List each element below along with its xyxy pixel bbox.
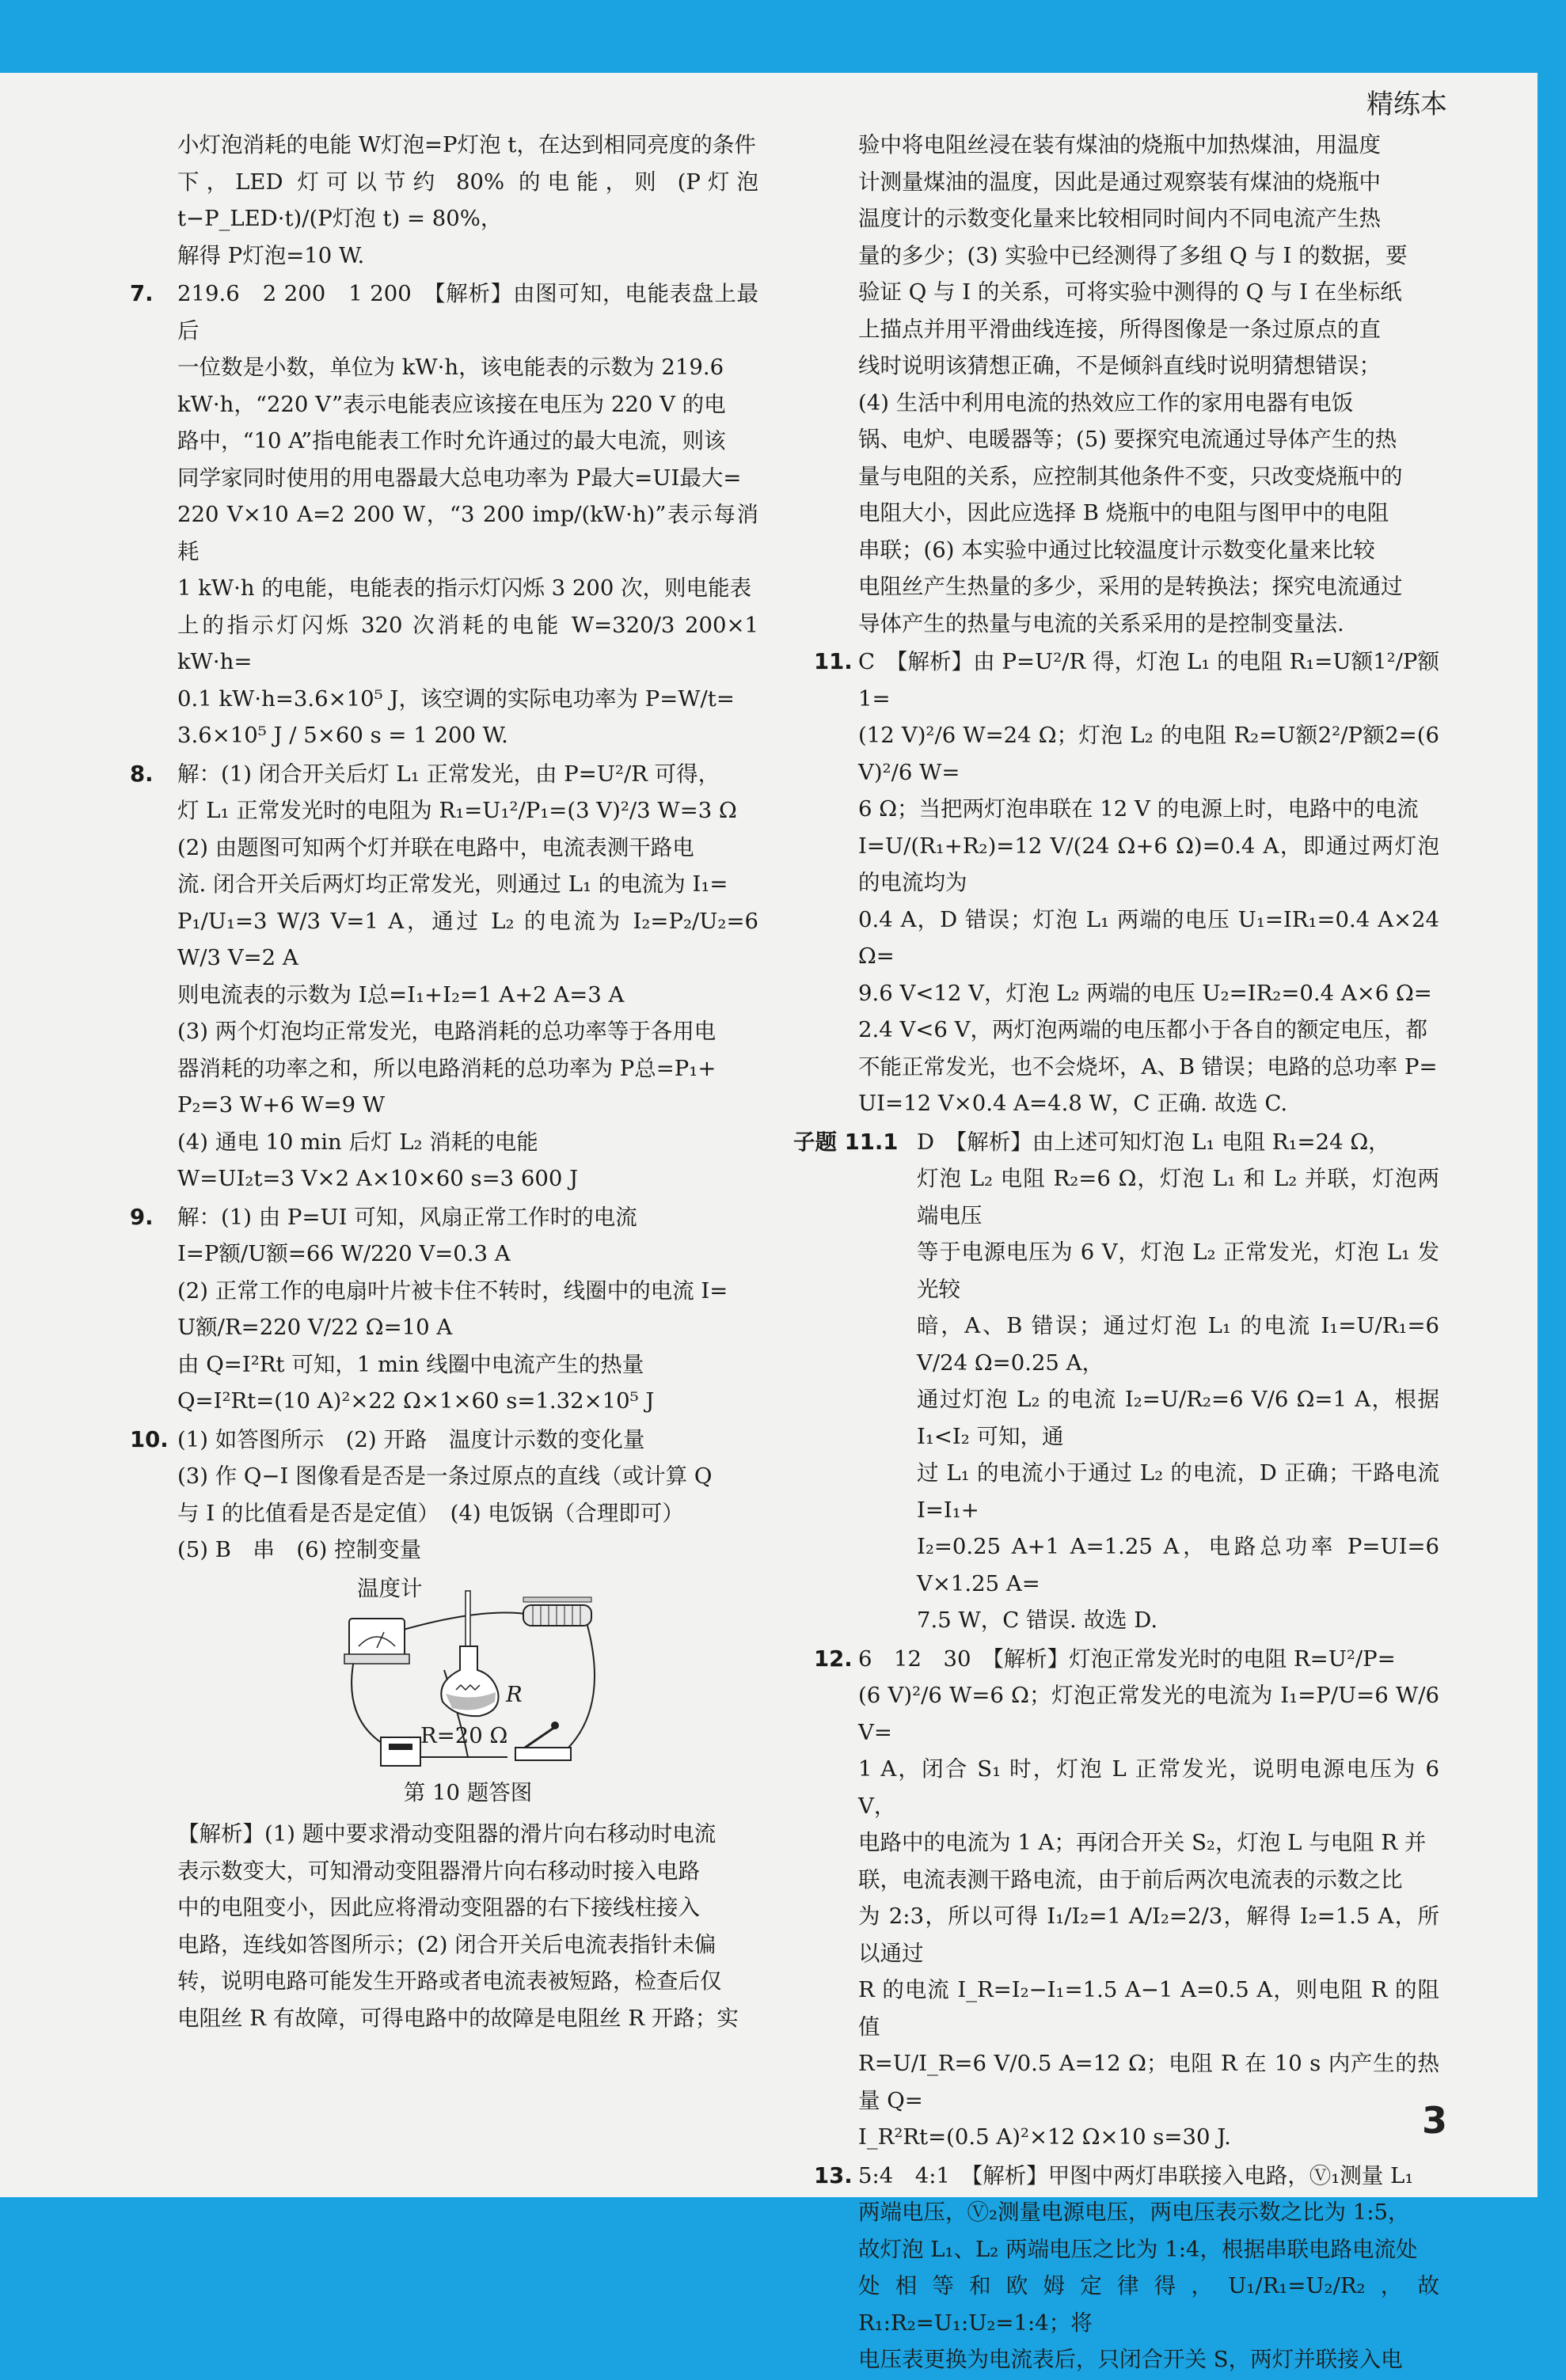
line: 下，LED 灯可以节约 80% 的电能，则 (P灯泡 t−P_LED·t)/(P灯泡 t) = 80%， (177, 169, 758, 231)
line: P₁/U₁=3 W/3 V=1 A，通过 L₂ 的电流为 I₂=P₂/U₂=6 W/3 V=2 A (177, 908, 758, 970)
line: I=U/(R₁+R₂)=12 V/(24 Ω+6 Ω)=0.4 A，即通过两灯泡的电流均为 (858, 833, 1439, 895)
line: 电阻丝产生热量的多少，采用的是转换法；探究电流通过 (858, 574, 1403, 599)
line: 219.6 2 200 1 200 【解析】由图可知，电能表盘上最后 (177, 281, 758, 344)
line: 电压表更换为电流表后，只闭合开关 S，两灯并联接入电 (858, 2347, 1403, 2372)
line: I_R²Rt=(0.5 A)²×12 Ω×10 s=30 J. (858, 2124, 1231, 2150)
switch-icon (515, 1721, 571, 1760)
line: kW·h，“220 V”表示电能表应该接在电压为 220 V 的电 (177, 391, 726, 417)
line: 1 kW·h 的电能，电能表的指示灯闪烁 3 200 次，则电能表 (177, 575, 752, 601)
line: 线时说明该猜想正确，不是倾斜直线时说明猜想错误； (858, 353, 1381, 378)
line: 中的电阻变小，因此应将滑动变阻器的右下接线柱接入 (177, 1895, 700, 1920)
line: 导体产生的热量与电流的关系采用的是控制变量法. (858, 610, 1344, 636)
line: R=U/I_R=6 V/0.5 A=12 Ω；电阻 R 在 10 s 内产生的热量 Q= (858, 2051, 1439, 2113)
line: 电阻丝 R 有故障，可得电路中的故障是电阻丝 R 开路；实 (177, 2005, 739, 2031)
question-number: 9. (130, 1204, 154, 1230)
line: 等于电源电压为 6 V，灯泡 L₂ 正常发光，灯泡 L₁ 发光较 (917, 1239, 1439, 1302)
line: 0.4 A，D 错误；灯泡 L₁ 两端的电压 U₁=IR₁=0.4 A×24 Ω= (858, 906, 1439, 969)
question-9 (130, 1199, 758, 1420)
line: I₂=0.25 A+1 A=1.25 A，电路总功率 P=UI=6 V×1.25 A= (917, 1534, 1439, 1596)
line: D 【解析】由上述可知灯泡 L₁ 电阻 R₁=24 Ω， (917, 1129, 1390, 1155)
line: 解得 P灯泡=10 W. (177, 242, 365, 268)
line: 解：(1) 闭合开关后灯 L₁ 正常发光，由 P=U²/R 可得， (177, 761, 720, 787)
line: UI=12 V×0.4 A=4.8 W，C 正确. 故选 C. (858, 1091, 1288, 1116)
question-number: 10. (130, 1426, 169, 1452)
line: 计测量煤油的温度，因此是通过观察装有煤油的烧瓶中 (858, 169, 1381, 195)
line: 3.6×10⁵ J / 5×60 s = 1 200 W. (177, 723, 508, 748)
page-number: 3 (1421, 2099, 1447, 2142)
line: 6 12 30 【解析】灯泡正常发光时的电阻 R=U²/P= (858, 1646, 1396, 1672)
question-13 (814, 2158, 1439, 2378)
line: 为 2:3，所以可得 I₁/I₂=1 A/I₂=2/3，解得 I₂=1.5 A，所以通过 (858, 1904, 1439, 1966)
line: 上描点并用平滑曲线连接，所得图像是一条过原点的直 (858, 316, 1381, 342)
line: 灯泡 L₂ 电阻 R₂=6 Ω，灯泡 L₁ 和 L₂ 并联，灯泡两端电压 (917, 1166, 1439, 1228)
line: 由 Q=I²Rt 可知，1 min 线圈中电流产生的热量 (177, 1351, 644, 1377)
line: 暗，A、B 错误；通过灯泡 L₁ 的电流 I₁=U/R₁=6 V/24 Ω=0.25 A， (917, 1313, 1439, 1376)
line: 0.1 kW·h=3.6×10⁵ J，该空调的实际电功率为 P=W/t= (177, 685, 735, 712)
circuit-figure (325, 1575, 610, 1773)
question-7 (130, 275, 758, 754)
battery-icon (381, 1737, 420, 1766)
line: 不能正常发光，也不会烧坏，A、B 错误；电路的总功率 P= (858, 1053, 1438, 1080)
line: Q=I²Rt=(10 A)²×22 Ω×1×60 s=1.32×10⁵ J (177, 1388, 655, 1414)
line: 7.5 W，C 错误. 故选 D. (917, 1608, 1158, 1633)
label-resistor: R (506, 1681, 523, 1707)
line: 故灯泡 L₁、L₂ 两端电压之比为 1:4，根据串联电路电流处 (858, 2236, 1418, 2262)
line: 同学家同时使用的用电器最大总电功率为 P最大=UI最大= (177, 465, 742, 491)
line: 处相等和欧姆定律得，U₁/R₁=U₂/R₂，故 R₁:R₂=U₁:U₂=1:4；将 (858, 2273, 1439, 2336)
question-8 (130, 756, 758, 1198)
line: 验证 Q 与 I 的关系，可将实验中测得的 Q 与 I 在坐标纸 (858, 279, 1402, 305)
question-12 (814, 1641, 1439, 2156)
line: 220 V×10 A=2 200 W，“3 200 imp/(kW·h)”表示每消耗 (177, 502, 758, 564)
right-column (793, 127, 1439, 2380)
line: 两端电压，Ⓥ₂测量电源电压，两电压表示数之比为 1:5， (858, 2200, 1410, 2225)
line: 9.6 V<12 V，灯泡 L₂ 两端的电压 U₂=IR₂=0.4 A×6 Ω= (858, 980, 1432, 1006)
line: 与 I 的比值看是否是定值） (4) 电饭锅（合理即可） (177, 1500, 684, 1526)
line: 转，说明电路可能发生开路或者电流表被短路，检查后仅 (177, 1968, 722, 1994)
line: 表示数变大，可知滑动变阻器滑片向右移动时接入电路 (177, 1858, 700, 1884)
question-number: 12. (814, 1646, 853, 1672)
line: W=UI₂t=3 V×2 A×10×60 s=3 600 J (177, 1166, 579, 1191)
question-number: 子题 11.1 (793, 1129, 899, 1155)
line: 【解析】(1) 题中要求滑动变阻器的滑片向右移动时电流 (177, 1821, 716, 1847)
line: (3) 作 Q−I 图像看是否是一条过原点的直线（或计算 Q (177, 1463, 713, 1489)
line: (4) 生活中利用电流的热效应工作的家用电器有电饭 (858, 389, 1354, 416)
line: 电路，连线如答图所示；(2) 闭合开关后电流表指针未偏 (177, 1931, 716, 1957)
line: 解：(1) 由 P=UI 可知，风扇正常工作时的电流 (177, 1204, 637, 1230)
line: 则电流表的示数为 I总=I₁+I₂=1 A+2 A=3 A (177, 981, 625, 1008)
question-11 (814, 643, 1439, 1122)
line: 器消耗的功率之和，所以电路消耗的总功率为 P总=P₁+ (177, 1055, 716, 1081)
ammeter-icon (344, 1619, 409, 1664)
question-number: 7. (130, 281, 154, 306)
line: (1) 如答图所示 (2) 开路 温度计示数的变化量 (177, 1426, 645, 1452)
line: C 【解析】由 P=U²/R 得，灯泡 L₁ 的电阻 R₁=U额1²/P额1= (858, 649, 1439, 712)
line: (5) B 串 (6) 控制变量 (177, 1537, 422, 1562)
left-column (130, 127, 758, 2038)
line: 灯 L₁ 正常发光时的电阻为 R₁=U₁²/P₁=(3 V)²/3 W=3 Ω (177, 798, 737, 823)
label-thermometer: 温度计 (357, 1575, 423, 1601)
line: I=P额/U额=66 W/220 V=0.3 A (177, 1241, 511, 1266)
line: 5:4 4:1 【解析】甲图中两灯串联接入电路，Ⓥ₁测量 L₁ (858, 2162, 1414, 2188)
question-number: 11. (814, 649, 853, 674)
line: 量的多少；(3) 实验中已经测得了多组 Q 与 I 的数据，要 (858, 242, 1408, 268)
line: (3) 两个灯泡均正常发光，电路消耗的总功率等于各用电 (177, 1019, 716, 1044)
line: 联，电流表测干路电流，由于前后两次电流表的示数之比 (858, 1866, 1403, 1892)
question-number: 8. (130, 761, 154, 787)
line: (2) 正常工作的电扇叶片被卡住不转时，线圈中的电流 I= (177, 1277, 728, 1304)
q10-continuation (822, 127, 1439, 642)
line: 过 L₁ 的电流小于通过 L₂ 的电流，D 正确；干路电流 I=I₁+ (917, 1460, 1439, 1523)
line: 量与电阻的关系，应控制其他条件不变，只改变烧瓶中的 (858, 463, 1403, 489)
line: (2) 由题图可知两个灯并联在电路中，电流表测干路电 (177, 834, 694, 860)
line: 流. 闭合开关后两灯均正常发光，则通过 L₁ 的电流为 I₁= (177, 871, 728, 897)
q6-continuation (141, 127, 758, 274)
header-tag: 精练本 (1366, 89, 1447, 120)
line: 6 Ω；当把两灯泡串联在 12 V 的电源上时，电路中的电流 (858, 796, 1419, 822)
line: 锅、电炉、电暖器等；(5) 要探究电流通过导体产生的热 (858, 427, 1397, 452)
line: 一位数是小数，单位为 kW·h，该电能表的示数为 219.6 (177, 355, 724, 380)
label-resistor-value: R=20 Ω (420, 1722, 508, 1748)
line: P₂=3 W+6 W=9 W (177, 1092, 386, 1118)
line: 电阻大小，因此应选择 B 烧瓶中的电阻与图甲中的电阻 (858, 500, 1389, 526)
line: 1 A，闭合 S₁ 时，灯泡 L 正常发光，说明电源电压为 6 V， (858, 1756, 1439, 1819)
line: (12 V)²/6 W=24 Ω；灯泡 L₂ 的电阻 R₂=U额2²/P额2=(6 V)²/6 W= (858, 723, 1439, 785)
line: 小灯泡消耗的电能 W灯泡=P灯泡 t，在达到相同亮度的条件 (177, 132, 756, 158)
line: 电路中的电流为 1 A；再闭合开关 S₂，灯泡 L 与电阻 R 并 (858, 1830, 1427, 1855)
question-number: 13. (814, 2162, 853, 2188)
line: 路中，“10 A”指电能表工作时允许通过的最大电流，则该 (177, 428, 726, 454)
flask-icon (441, 1591, 498, 1716)
line: 温度计的示数变化量来比较相同时间内不同电流产生热 (858, 206, 1381, 231)
line: 2.4 V<6 V，两灯泡两端的电压都小于各自的额定电压，都 (858, 1017, 1427, 1042)
line: 验中将电阻丝浸在装有煤油的烧瓶中加热煤油，用温度 (858, 132, 1381, 158)
line: (4) 通电 10 min 后灯 L₂ 消耗的电能 (177, 1129, 538, 1155)
line: U额/R=220 V/22 Ω=10 A (177, 1315, 453, 1340)
subquestion-11-1 (793, 1124, 1439, 1639)
line: (6 V)²/6 W=6 Ω；灯泡正常发光的电流为 I₁=P/U=6 W/6 V= (858, 1683, 1439, 1745)
figure-caption: 第 10 题答图 (403, 1779, 533, 1805)
line: 串联；(6) 本实验中通过比较温度计示数变化量来比较 (858, 537, 1375, 563)
question-10 (130, 1422, 758, 2037)
line: 通过灯泡 L₂ 的电流 I₂=U/R₂=6 V/6 Ω=1 A，根据 I₁<I₂ 可知，通 (917, 1387, 1439, 1449)
line: 上的指示灯闪烁 320 次消耗的电能 W=320/3 200×1 kW·h= (177, 612, 758, 674)
line: R 的电流 I_R=I₂−I₁=1.5 A−1 A=0.5 A，则电阻 R 的阻值 (858, 1977, 1439, 2040)
rheostat-icon (523, 1597, 591, 1626)
